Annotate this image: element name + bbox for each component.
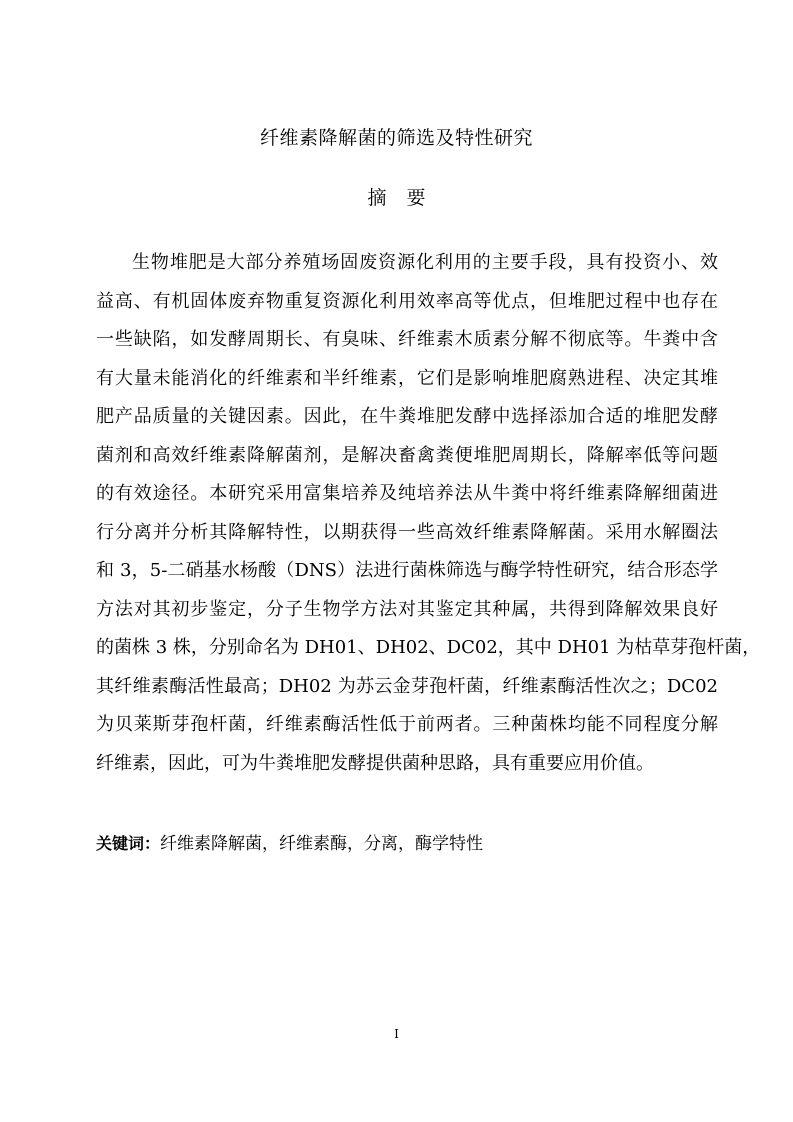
abstract-line: 方法对其初步鉴定，分子生物学方法对其鉴定其种属，共得到降解效果良好 <box>96 598 718 620</box>
abstract-heading: 摘要 <box>367 187 446 209</box>
abstract-line: 生物堆肥是大部分养殖场固废资源化利用的主要手段，具有投资小、效 <box>132 252 718 273</box>
abstract-line: 和 3，5-二硝基水杨酸（DNS）法进行菌株筛选与酶学特性研究，结合形态学 <box>96 560 718 581</box>
abstract-line: 一些缺陷，如发酵周期长、有臭味、纤维素木质素分解不彻底等。牛粪中含 <box>96 329 718 350</box>
abstract-line: 纤维素，因此，可为牛粪堆肥发酵提供菌种思路，具有重要应用价值。 <box>96 752 654 774</box>
keywords-line <box>96 826 718 862</box>
abstract-body <box>96 244 761 783</box>
abstract-line: 为贝莱斯芽孢杆菌，纤维素酶活性低于前两者。三种菌株均能不同程度分解 <box>96 714 718 735</box>
keywords-label: 关键词： <box>96 834 161 853</box>
abstract-line: 益高、有机固体废弃物重复资源化利用效率高等优点，但堆肥过程中也存在 <box>96 290 718 312</box>
abstract-line: 有大量未能消化的纤维素和半纤维素，它们是影响堆肥腐熟进程、决定其堆 <box>96 367 718 389</box>
abstract-line: 的菌株 3 株，分别命名为 DH01、DH02、DC02，其中 DH01 为枯草芽孢杆菌， <box>96 637 761 658</box>
abstract-line: 行分离并分析其降解特性，以期获得一些高效纤维素降解菌。采用水解圈法 <box>96 521 718 543</box>
abstract-line: 肥产品质量的关键因素。因此，在牛粪堆肥发酵中选择添加合适的堆肥发酵 <box>96 406 718 427</box>
abstract-line: 菌剂和高效纤维素降解菌剂，是解决畜禽粪便堆肥周期长，降解率低等问题 <box>96 444 718 466</box>
abstract-line: 的有效途径。本研究采用富集培养及纯培养法从牛粪中将纤维素降解细菌进 <box>96 483 718 504</box>
keywords-text: 纤维素降解菌，纤维素酶，分离，酶学特性 <box>160 834 484 854</box>
document-title: 纤维素降解菌的筛选及特性研究 <box>259 127 533 149</box>
page-number: I <box>394 1027 399 1041</box>
abstract-line: 其纤维素酶活性最高；DH02 为苏云金芽孢杆菌，纤维素酶活性次之；DC02 <box>96 675 718 697</box>
